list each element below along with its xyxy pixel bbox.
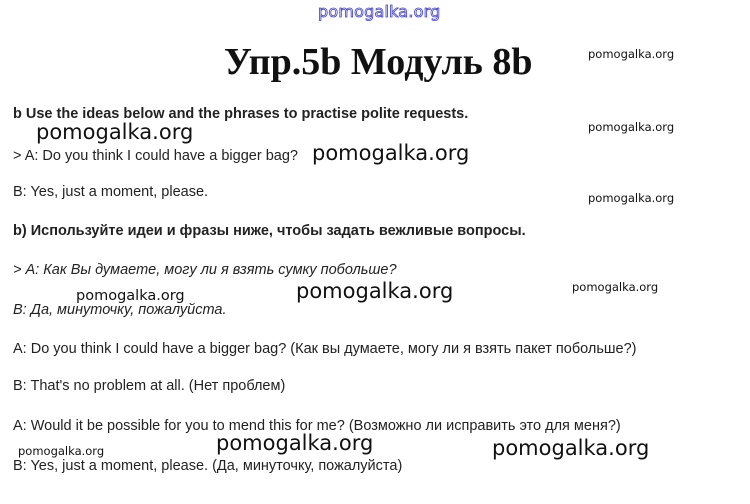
watermark: pomogalka.org: [18, 444, 105, 458]
watermark: pomogalka.org: [588, 120, 675, 134]
watermark: pomogalka.org: [36, 120, 194, 144]
example-a-russian: > А: Как Вы думаете, могу ли я взять сумку побольше?: [13, 262, 397, 278]
dialog-line-2: B: That's no problem at all. (Нет проблем): [13, 378, 286, 394]
watermark: pomogalka.org: [296, 279, 454, 303]
watermark: pomogalka.org: [572, 280, 659, 294]
dialog-line-3: A: Would it be possible for you to mend this for me? (Возможно ли исправить это для меня?): [13, 418, 621, 434]
page-title: Упр.5b Модуль 8b: [224, 41, 533, 83]
example-a-english: > A: Do you think I could have a bigger bag?: [13, 148, 298, 164]
example-b-russian: В: Да, минуточку, пожалуйста.: [13, 302, 227, 318]
dialog-line-1: A: Do you think I could have a bigger bag? (Как вы думаете, могу ли я взять пакет побольше?): [13, 341, 637, 357]
instruction-russian: b) Используйте идеи и фразы ниже, чтобы задать вежливые вопросы.: [13, 223, 526, 239]
watermark: pomogalka.org: [588, 47, 675, 61]
watermark: pomogalka.org: [312, 141, 470, 165]
watermark: pomogalka.org: [216, 431, 374, 455]
watermark: pomogalka.org: [588, 191, 675, 205]
top-watermark: pomogalka.org: [318, 2, 441, 21]
instruction-english: b Use the ideas below and the phrases to practise polite requests.: [13, 106, 469, 122]
watermark: pomogalka.org: [492, 436, 650, 460]
dialog-line-4: B: Yes, just a moment, please. (Да, минуточку, пожалуйста): [13, 458, 403, 474]
example-b-english: B: Yes, just a moment, please.: [13, 184, 209, 200]
watermark: pomogalka.org: [76, 288, 185, 304]
